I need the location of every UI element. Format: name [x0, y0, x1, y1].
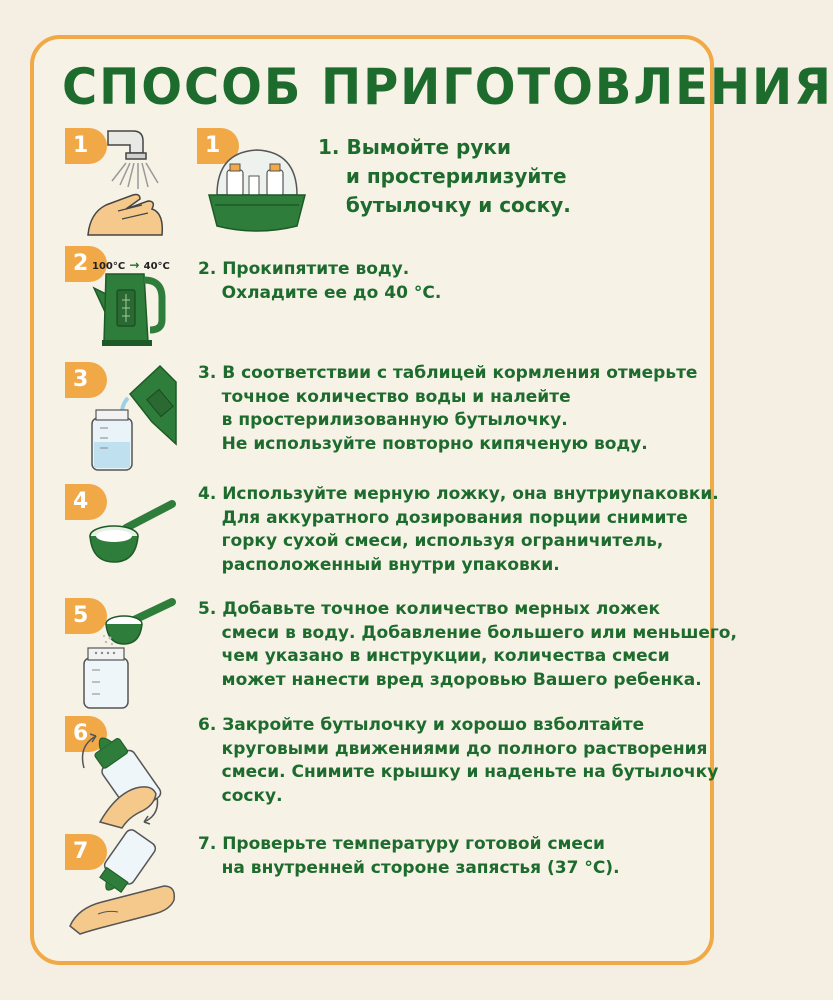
- add-powder-icon: [76, 596, 176, 710]
- step-2-text: 2. Прокипятите воду. Охладите ее до 40 °C.: [198, 259, 442, 303]
- temp-from: 100°C: [92, 261, 126, 272]
- hand-washing-icon: [78, 125, 178, 245]
- step-3-badge: 3: [65, 362, 107, 398]
- step-3-text: 3. В соответствии с таблицей кормления отмерьте точное количество воды и налейте в простерилизованную бутылочку. Не используйте повторно кипяченую воду.: [198, 363, 698, 454]
- step-6-text: 6. Закройте бутылочку и хорошо взболтайте круговыми движениями до полного растворения смеси. Снимите крышку и наденьте на бутылочку соску.: [198, 715, 719, 806]
- step-4-text: 4. Используйте мерную ложку, она внутриупаковки. Для аккуратного дозирования порции снимите горку сухой смеси, используя ограничитель, расположенный внутри упаковки.: [198, 484, 719, 575]
- step-1-text: 1. Вымойте руки и простерилизуйте бутылочку и соску.: [318, 135, 571, 217]
- arrow-right-icon: →: [125, 258, 144, 272]
- shake-bottle-icon: [70, 718, 180, 830]
- step-1-badge: 1: [65, 128, 107, 164]
- step-6-badge: 6: [65, 716, 107, 752]
- step-5-badge: 5: [65, 598, 107, 634]
- step-2-badge: 2: [65, 246, 107, 282]
- step-5-text: 5. Добавьте точное количество мерных ложек смеси в воду. Добавление большего или меньшего, чем указано в инструкции, количества смеси может нанести вред здоровью Вашего ребенка.: [198, 599, 737, 690]
- pour-water-icon: [80, 362, 180, 474]
- step-7-badge: 7: [65, 834, 107, 870]
- kettle-icon: [92, 268, 167, 348]
- step-7-text: 7. Проверьте температуру готовой смеси на внутренней стороне запястья (37 °C).: [198, 834, 620, 878]
- bottle-sterilizer-icon: [205, 140, 310, 240]
- step-1-secondary-badge: 1: [197, 128, 239, 164]
- measuring-spoon-icon: [86, 498, 176, 570]
- page-title: СПОСОБ ПРИГОТОВЛЕНИЯ: [62, 58, 833, 116]
- temp-to: 40°C: [143, 261, 170, 272]
- step-4-badge: 4: [65, 484, 107, 520]
- wrist-test-icon: [68, 830, 180, 936]
